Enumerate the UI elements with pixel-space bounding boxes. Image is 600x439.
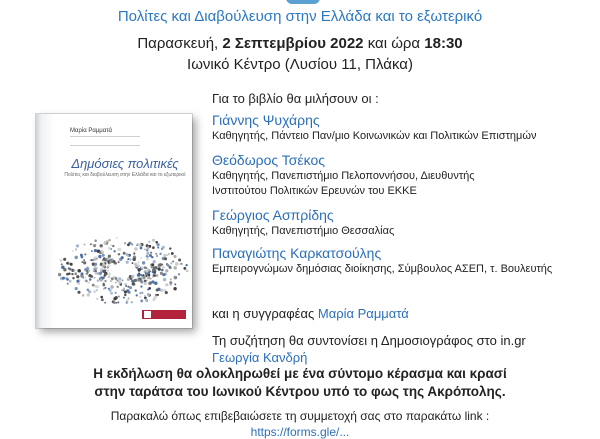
book-rule	[70, 136, 140, 146]
date-prefix: Παρασκευή,	[137, 35, 223, 52]
crowd-illustration	[56, 232, 190, 308]
speaker-desc: Καθηγητής, Πάντειο Παν/μιο Κοινωνικών και Πολιτικών Επιστημών	[212, 130, 537, 142]
speaker-name: Γεώργιος Ασπρίδης	[212, 207, 334, 223]
speaker-desc: Καθηγητής, Πανεπιστήμιο Πελοποννήσου, Διευθυντής Ινστιτούτου Πολιτικών Ερευνών του ΕΚΚΕ	[212, 170, 475, 197]
speaker-desc: Εμπειρογνώμων δημόσιας διοίκησης, Σύμβουλος ΑΣΕΠ, τ. Βουλευτής	[212, 263, 553, 275]
book-cover	[36, 114, 192, 328]
speakers-intro: Για το βιβλίο θα μιλήσουν οι :	[212, 91, 379, 106]
title-fragment	[286, 0, 320, 4]
author-line	[212, 306, 409, 321]
speaker-desc: Καθηγητής, Πανεπιστήμιο Θεσσαλίας	[212, 225, 395, 237]
rsvp-link[interactable]: https://forms.gle/...	[250, 425, 350, 439]
event-time: 18:30	[424, 35, 463, 52]
closing-line-2: στην ταράτσα του Ιωνικού Κέντρου υπό το φως της Ακρόπολης.	[94, 384, 506, 399]
moderator-line: Τη συζήτηση θα συντονίσει η Δημοσιογράφος στο in.gr	[212, 333, 526, 348]
author-prefix: και η συγγραφέας	[212, 306, 318, 321]
speaker-name: Γιάννης Ψυχάρης	[212, 112, 320, 128]
speaker-name: Θεόδωρος Τσέκος	[212, 152, 326, 168]
closing-line-1: Η εκδήλωση θα ολοκληρωθεί με ένα σύντομο κέρασμα και κρασί	[93, 366, 507, 381]
publisher-logo	[144, 311, 151, 318]
book-subtitle: Πολίτες και διαβούλευση στην Ελλάδα και το εξωτερικό	[64, 172, 186, 178]
event-subtitle: Πολίτες και Διαβούλευση στην Ελλάδα και το εξωτερικό	[117, 8, 483, 25]
author-name: Μαρία Ραμματά	[317, 306, 409, 321]
speaker-name: Παναγιώτης Καρκατσούλης	[212, 245, 382, 261]
book-author: Μαρία Ραμματά	[70, 128, 112, 134]
book-spine	[36, 114, 42, 328]
rsvp-text: Παρακαλώ όπως επιβεβαιώσετε τη συμμετοχή σας στο παρακάτω link :	[110, 409, 490, 423]
time-prefix: και ώρα	[363, 35, 425, 52]
event-date: 2 Σεπτεμβρίου 2022	[222, 35, 364, 52]
event-date-line	[0, 35, 600, 52]
moderator-name: Γεωργία Κανδρή	[212, 350, 308, 365]
book-title: Δημόσιες πολιτικές	[71, 156, 179, 171]
event-venue: Ιωνικό Κέντρο (Λυσίου 11, Πλάκα)	[187, 56, 413, 73]
